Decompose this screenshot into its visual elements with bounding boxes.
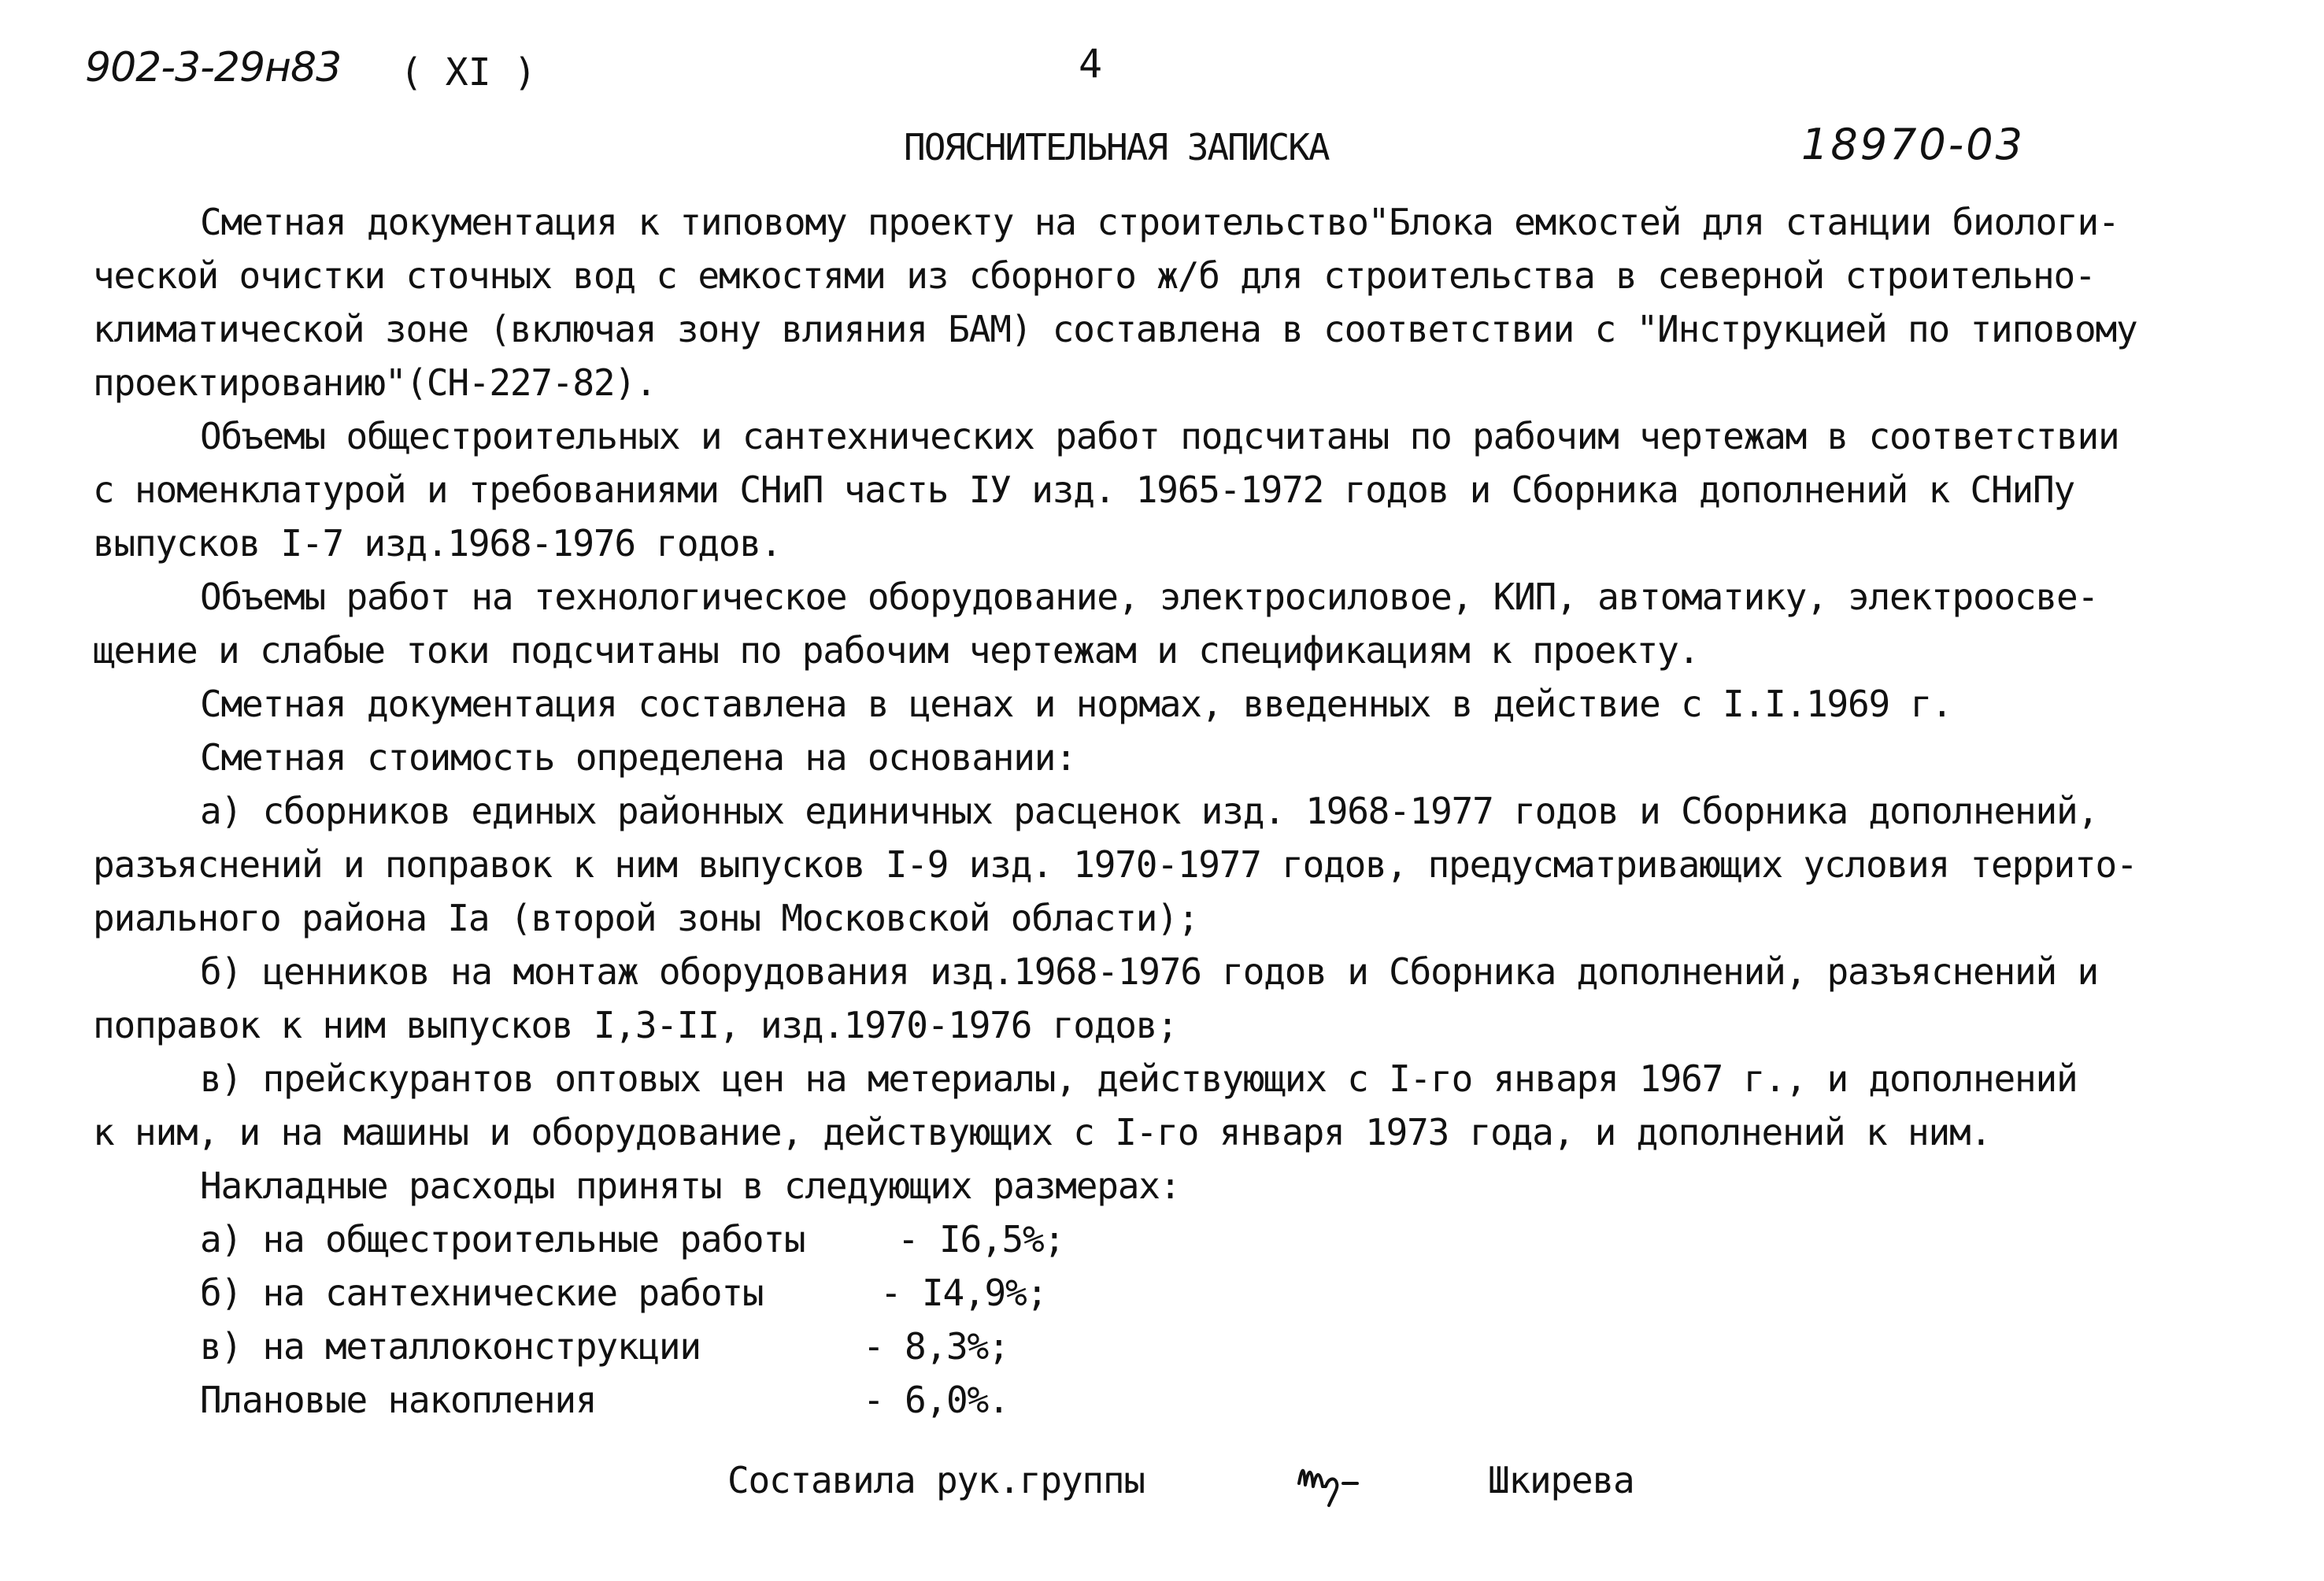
body-line: с номенклатурой и требованиями СНиП часть IУ изд. 1965-1972 годов и Сборника дополнений к СНиПу: [93, 468, 2074, 511]
body-line: Накладные расходы приняты в следующих размерах:: [200, 1164, 1181, 1207]
page-title: ПОЯСНИТЕЛЬНАЯ ЗАПИСКА: [904, 126, 1329, 168]
rate-value: - I4,9%;: [880, 1272, 1047, 1314]
body-line: Сметная стоимость определена на основании:: [200, 736, 1076, 779]
body-line: проектированию"(СН-227-82).: [93, 361, 657, 404]
body-line: к ним, и на машины и оборудование, действующих с I-го января 1973 года, и дополнений к ним.: [93, 1111, 1991, 1153]
rate-value: - 6,0%.: [863, 1379, 1009, 1421]
body-line: а) сборников единых районных единичных расценок изд. 1968-1977 годов и Сборника дополнений,: [200, 790, 2098, 832]
rate-label: а) на общестроительные работы: [200, 1218, 805, 1261]
body-line: климатической зоне (включая зону влияния БАМ) составлена в соответствии с "Инструкцией по типовому: [93, 308, 2137, 350]
rate-label: в) на металлоконструкции: [200, 1325, 701, 1368]
rate-value: - 8,3%;: [863, 1325, 1009, 1368]
page-number: 4: [1079, 41, 1103, 87]
compiled-by-label: Составила рук.группы: [727, 1459, 1145, 1501]
body-line: риального района Iа (второй зоны Московской области);: [93, 897, 1199, 939]
body-line: разъяснений и поправок к ним выпусков I-9 изд. 1970-1977 годов, предусматривающих условия террито-: [93, 843, 2137, 886]
body-line: Объемы общестроительных и сантехнических работ подсчитаны по рабочим чертежам в соответствии: [200, 415, 2119, 457]
body-line: в) прейскурантов оптовых цен на метериалы, действующих с I-го января 1967 г., и дополнений: [200, 1057, 2078, 1100]
body-line: Сметная документация к типовому проекту на строительство"Блока емкостей для станции биологи-: [200, 201, 2119, 243]
rate-label: б) на сантехнические работы: [200, 1272, 764, 1314]
rate-label: Плановые накопления: [200, 1379, 597, 1421]
signature-mark: [1291, 1449, 1433, 1512]
body-line: выпусков I-7 изд.1968-1976 годов.: [93, 522, 782, 565]
body-line: поправок к ним выпусков I,3-II, изд.1970-1976 годов;: [93, 1004, 1178, 1046]
body-line: ческой очистки сточных вод с емкостями из сборного ж/б для строительства в северной строительно-: [93, 254, 2096, 297]
inventory-number: 18970-03: [1801, 120, 2025, 169]
body-line: щение и слабые токи подсчитаны по рабочим чертежам и спецификациям к проекту.: [93, 629, 1700, 672]
body-line: Объемы работ на технологическое оборудование, электросиловое, КИП, автоматику, электроосве-: [200, 576, 2098, 618]
volume-label: ( XI ): [400, 50, 537, 94]
compiler-name: Шкирева: [1488, 1459, 1634, 1501]
signature-text: Шк-: [1291, 1449, 1293, 1450]
body-line: Сметная документация составлена в ценах и нормах, введенных в действие с I.I.1969 г.: [200, 683, 1952, 725]
rate-value: - I6,5%;: [897, 1218, 1064, 1261]
body-line: б) ценников на монтаж оборудования изд.1968-1976 годов и Сборника дополнений, разъяснений и: [200, 950, 2098, 993]
document-code: 902-3-29н83: [85, 44, 342, 91]
